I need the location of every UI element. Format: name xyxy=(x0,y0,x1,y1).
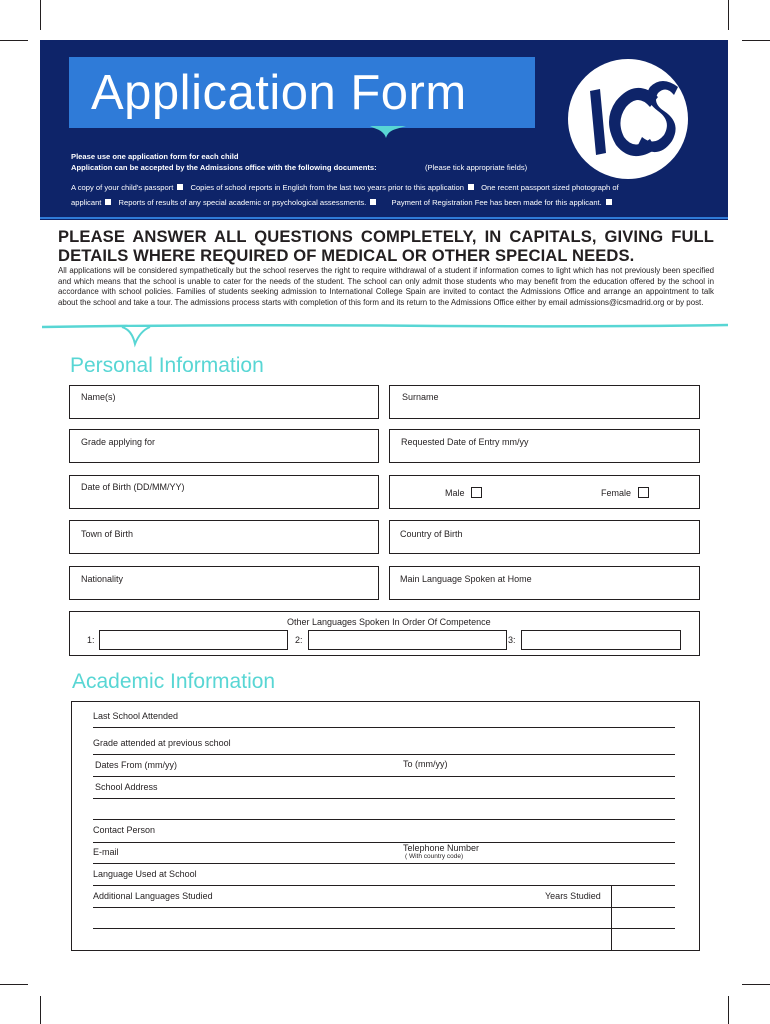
instruction-documents: Application can be accepted by the Admissions office with the following documents: xyxy=(71,163,377,172)
title-banner xyxy=(69,57,535,128)
last-school-line[interactable] xyxy=(93,727,675,728)
address-line-1[interactable] xyxy=(93,798,675,799)
notice-heading: PLEASE ANSWER ALL QUESTIONS COMPLETELY, IN CAPITALS, GIVING FULL DETAILS WHERE REQUIRED OF MEDICAL OR OTHER SPECIAL NEEDS. xyxy=(58,227,714,265)
language-used-label: Language Used at School xyxy=(93,869,197,879)
personal-section-title: Personal Information xyxy=(70,354,264,377)
gender-field xyxy=(389,475,700,509)
language-used-line[interactable] xyxy=(93,885,675,886)
crop-mark xyxy=(40,996,41,1024)
lang2-field[interactable] xyxy=(308,630,507,650)
other-languages-label: Other Languages Spoken In Order Of Competence xyxy=(287,617,491,627)
instruction-one-form: Please use one application form for each child xyxy=(71,152,239,161)
doc-photo-checkbox[interactable] xyxy=(104,198,112,206)
female-checkbox[interactable] xyxy=(638,487,649,498)
surname-field[interactable] xyxy=(389,385,700,419)
email-phone-line[interactable] xyxy=(93,863,675,864)
doc-assessments-checkbox[interactable] xyxy=(369,198,377,206)
nationality-field[interactable] xyxy=(69,566,379,600)
phone-label: Telephone Number xyxy=(403,843,480,853)
lang1-field[interactable] xyxy=(99,630,288,650)
crop-mark xyxy=(40,0,41,30)
phone-note: ( With country code) xyxy=(405,853,464,860)
section-divider xyxy=(40,320,730,350)
grade-prev-line[interactable] xyxy=(93,754,675,755)
country-label: Country of Birth xyxy=(400,529,463,539)
town-field[interactable] xyxy=(69,520,379,554)
nationality-label: Nationality xyxy=(81,574,124,584)
additional-languages-line-2[interactable] xyxy=(93,928,675,929)
surname-label: Surname xyxy=(402,392,439,402)
male-label: Male xyxy=(445,488,465,498)
notice-body: All applications will be considered sympathetically but the school reserves the right to require withdrawal of a student if information comes to light which has not previously been specified and which means that the school is unable to cater for the needs of the student. The school can only admit those students who may benefit from the education offered by the school in accordance with school policies. Families of students seeking admission to International College Spain are invited to contact the Admissions Office and arrange an appointment to talk about the school and take a tour. The admissions process starts with completion of this form and its return to the Admissions Office either by email admissions@icsmadrid.org or by post. xyxy=(58,266,714,307)
doc-photo-label: One recent passport sized photograph of xyxy=(481,183,619,192)
form-header xyxy=(40,40,728,220)
main-language-field[interactable] xyxy=(389,566,700,600)
doc-passport-checkbox[interactable] xyxy=(176,183,184,191)
female-label: Female xyxy=(601,488,632,498)
ics-logo xyxy=(566,57,690,181)
male-checkbox[interactable] xyxy=(471,487,482,498)
speech-tail xyxy=(370,126,406,138)
tick-note: (Please tick appropriate fields) xyxy=(425,163,528,172)
academic-box xyxy=(71,701,700,951)
years-studied-label: Years Studied xyxy=(545,891,601,901)
town-label: Town of Birth xyxy=(81,529,134,539)
email-label: E-mail xyxy=(93,847,119,857)
crop-mark xyxy=(728,996,729,1024)
docs-row-2 xyxy=(71,198,617,207)
doc-assessments-label: Reports of results of any special academic or psychological assessments. xyxy=(118,198,367,207)
grade-prev-label: Grade attended at previous school xyxy=(93,738,231,748)
crop-mark xyxy=(0,40,28,41)
to-label: To (mm/yy) xyxy=(403,759,448,769)
names-field[interactable] xyxy=(69,385,379,419)
address-label: School Address xyxy=(95,782,158,792)
academic-section-title: Academic Information xyxy=(72,670,276,693)
years-column-divider xyxy=(611,885,612,951)
doc-reports-label: Copies of school reports in English from the last two years prior to this application xyxy=(190,183,464,192)
lang1-label: 1: xyxy=(87,635,95,645)
dob-label: Date of Birth (DD/MM/YY) xyxy=(81,482,185,492)
main-language-label: Main Language Spoken at Home xyxy=(400,574,532,584)
crop-mark xyxy=(728,0,729,30)
entry-date-field[interactable] xyxy=(389,429,700,463)
doc-reports-checkbox[interactable] xyxy=(467,183,475,191)
docs-row-1 xyxy=(71,183,619,192)
crop-mark xyxy=(0,984,28,985)
lang3-field[interactable] xyxy=(521,630,681,650)
doc-photo-label-cont: applicant xyxy=(71,198,102,207)
additional-languages-label: Additional Languages Studied xyxy=(93,891,213,901)
crop-mark xyxy=(742,984,770,985)
other-languages-box xyxy=(69,611,700,656)
header-rule xyxy=(40,216,728,220)
dates-line[interactable] xyxy=(93,776,675,777)
form-title: Application Form xyxy=(91,66,467,120)
grade-field[interactable] xyxy=(69,429,379,463)
contact-line[interactable] xyxy=(93,842,675,843)
dates-from-label: Dates From (mm/yy) xyxy=(95,760,177,770)
doc-passport-label: A copy of your child's passport xyxy=(71,183,174,192)
names-label: Name(s) xyxy=(81,392,116,402)
lang3-label: 3: xyxy=(508,635,516,645)
additional-languages-line-1[interactable] xyxy=(93,907,675,908)
doc-fee-checkbox[interactable] xyxy=(605,198,613,206)
address-line-2[interactable] xyxy=(93,819,675,820)
entry-date-label: Requested Date of Entry mm/yy xyxy=(401,437,529,447)
dob-field[interactable] xyxy=(69,475,379,509)
doc-fee-label: Payment of Registration Fee has been made for this applicant. xyxy=(391,198,602,207)
lang2-label: 2: xyxy=(295,635,303,645)
grade-label: Grade applying for xyxy=(81,437,156,447)
contact-label: Contact Person xyxy=(93,825,156,835)
crop-mark xyxy=(742,40,770,41)
country-field[interactable] xyxy=(389,520,700,554)
last-school-label: Last School Attended xyxy=(93,711,179,721)
